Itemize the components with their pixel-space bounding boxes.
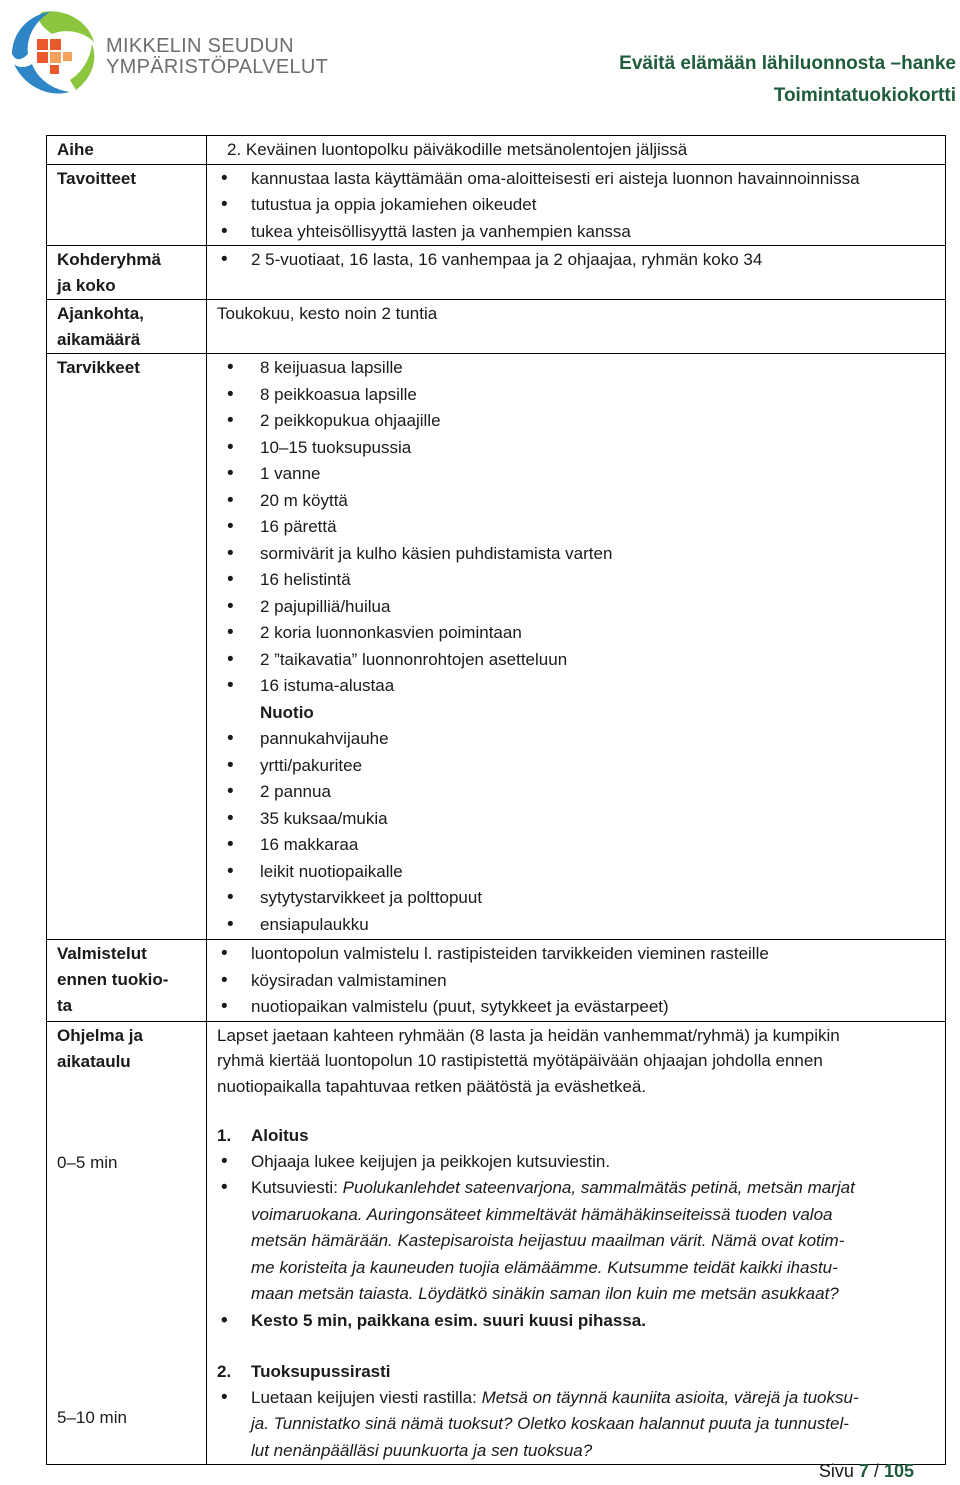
page-number [819,1461,914,1482]
list-item: • 2 pajupilliä/huilua [217,594,941,621]
row-tavoitteet [47,164,946,246]
list-item: • 2 ”taikavatia” luonnonrohtojen asetteluun [217,647,941,674]
kutsuviesti-line: maan metsän taiasta. Löydätkö sinäkin saman ilon kuin me metsän asukkaat? [251,1284,839,1303]
section-1-heading [217,1123,941,1149]
project-title: Eväitä elämään lähiluonnosta –hanke [619,53,956,74]
keijuviesti-line: ja. Tunnistatko sinä nämä tuoksut? Oletko koskaan halannut puuta ja tunnustel- [251,1414,849,1433]
label-ajankohta-line2: aikamäärä [57,330,141,349]
list-item: • Kesto 5 min, paikkana esim. suuri kuusi pihassa. [217,1308,941,1335]
label-ohjelma-line1: Ohjelma ja [57,1025,143,1045]
list-item: • tutustua ja oppia jokamiehen oikeudet [217,192,941,219]
label-kohderyhma-line2: ja koko [57,276,116,295]
value-aihe: 2. Keväinen luontopolku päiväkodille metsänolentojen jäljissä [207,136,946,165]
header-titles [619,48,956,112]
row-ohjelma [47,1021,946,1465]
label-tarvikkeet: Tarvikkeet [47,354,207,940]
section-1-title: Aloitus [251,1126,309,1145]
section-2-heading [217,1359,941,1385]
keijuviesti-line: lut nenänpäälläsi puunkuorta ja sen tuoksua? [251,1440,593,1460]
list-item: • 16 pärettä [217,514,941,541]
list-item-keijuviesti [217,1385,941,1465]
list-item: • Ohjaaja lukee keijujen ja peikkojen kutsuviestin. [217,1149,941,1176]
section-1-number: 1. [217,1126,232,1145]
label-valmistelut-line3: ta [57,996,73,1015]
list-item: • 2 pannua [217,779,941,806]
list-item: • kannustaa lasta käyttämään oma-aloitteisesti eri aisteja luonnon havainnoinnissa [217,166,941,193]
organization-name [106,36,328,78]
organization-name-line2: YMPÄRISTÖPALVELUT [106,56,329,78]
intro-line: ryhmä kiertää luontopolun 10 rastipistettä myötäpäivään ohjaajan johdolla ennen [217,1051,823,1070]
page-header [0,0,960,120]
list-item: • tukea yhteisöllisyyttä lasten ja vanhempien kanssa [217,219,941,246]
section-2-number: 2. [217,1362,232,1381]
time-slot-1: 0–5 min [57,1152,118,1172]
list-item: • sormivärit ja kulho käsien puhdistamista varten [217,541,941,568]
kutsuviesti-line: voimaruokana. Auringonsäteet kimmeltävät hämähäkinseiteissä tuoden valoa [251,1204,833,1224]
list-item: • yrtti/pakuritee [217,753,941,780]
list-item: • 20 m köyttä [217,488,941,515]
list-item: • leikit nuotiopaikalle [217,859,941,886]
row-aihe [47,136,946,165]
list-item: • 2 peikkopukua ohjaajille [217,408,941,435]
list-item: • pannukahvijauhe [217,726,941,753]
label-valmistelut-line1: Valmistelut [57,944,147,963]
kutsuviesti-line: Puolukanlehdet sateenvarjona, sammalmätäs petinä, metsän marjat [342,1178,855,1197]
nuotio-subheading: Nuotio [260,702,314,722]
kohderyhma-list [217,247,941,274]
organization-name-line1: MIKKELIN SEUDUN [106,35,294,57]
intro-line: Lapset jaetaan kahteen ryhmään (8 lasta ja heidän vanhemmat/ryhmä) ja kumpikin [217,1025,840,1045]
list-item: • 2 5-vuotiaat, 16 lasta, 16 vanhempaa ja 2 ohjaajaa, ryhmän koko 34 [217,247,941,274]
label-ajankohta-line1: Ajankohta, [57,304,144,323]
section-1-list [217,1149,941,1335]
kutsuviesti-line: metsän hämärään. Kastepisaroista heijastuu maailman värit. Nämä ovat kotim- [251,1231,845,1250]
keijuviesti-line: Metsä on täynnä kauniita asioita, värejä ja tuoksu- [481,1387,859,1407]
list-item: • 16 helistintä [217,567,941,594]
list-item: • 8 peikkoasua lapsille [217,382,941,409]
page-number-current: 7 [858,1461,869,1481]
list-item: • 8 keijuasua lapsille [217,355,941,382]
list-item: • 1 vanne [217,461,941,488]
page-number-total: 105 [883,1461,914,1481]
list-item: • 10–15 tuoksupussia [217,435,941,462]
section-2-title: Tuoksupussirasti [251,1362,391,1381]
list-item: • ensiapulaukku [217,912,941,939]
tarvikkeet-list [217,355,941,938]
list-item: • sytytystarvikkeet ja polttopuut [217,885,941,912]
document-type: Toimintatuokiokortti [773,85,956,106]
label-ohjelma-line2: aikataulu [57,1051,131,1071]
keijuviesti-label: Luetaan keijujen viesti rastilla: [251,1387,482,1407]
page-number-prefix: Sivu [818,1461,859,1481]
list-item: • 16 makkaraa [217,832,941,859]
list-item: • 2 koria luonnonkasvien poimintaan [217,620,941,647]
list-item: • luontopolun valmistelu l. rastipisteiden tarvikkeiden vieminen rasteille [217,941,941,968]
label-tavoitteet: Tavoitteet [47,164,207,246]
label-aihe: Aihe [47,136,207,165]
organization-logo-icon [4,6,98,100]
label-kohderyhma-line1: Kohderyhmä [57,250,161,269]
section-2-list [217,1385,941,1465]
value-ajankohta: Toukokuu, kesto noin 2 tuntia [207,300,946,354]
page-number-separator: / [868,1461,884,1481]
list-item: • nuotiopaikan valmistelu (puut, sytykkeet ja evästarpeet) [217,994,941,1021]
row-tarvikkeet [47,354,946,940]
kutsuviesti-line: me koristeita ja kauneuden tuojia elämäämme. Kutsumme teidät kaikki ihastu- [251,1257,838,1277]
time-slot-2: 5–10 min [57,1407,127,1427]
valmistelut-list [217,941,941,1021]
label-valmistelut-line2: ennen tuokio- [57,970,169,989]
tavoitteet-list [217,166,941,246]
ohjelma-intro [217,1023,941,1100]
intro-line: nuotiopaikalla tapahtuvaa retken päätöstä ja eväshetkeä. [217,1076,647,1096]
list-item: • köysiradan valmistaminen [217,968,941,995]
activity-card-table [46,135,946,1465]
list-item-kutsuviesti [217,1175,941,1308]
list-item: • 16 istuma-alustaa [217,673,941,700]
row-kohderyhma [47,246,946,300]
row-ajankohta [47,300,946,354]
row-valmistelut [47,940,946,1022]
kutsuviesti-label: Kutsuviesti: [251,1178,343,1197]
list-item: • 35 kuksaa/mukia [217,806,941,833]
